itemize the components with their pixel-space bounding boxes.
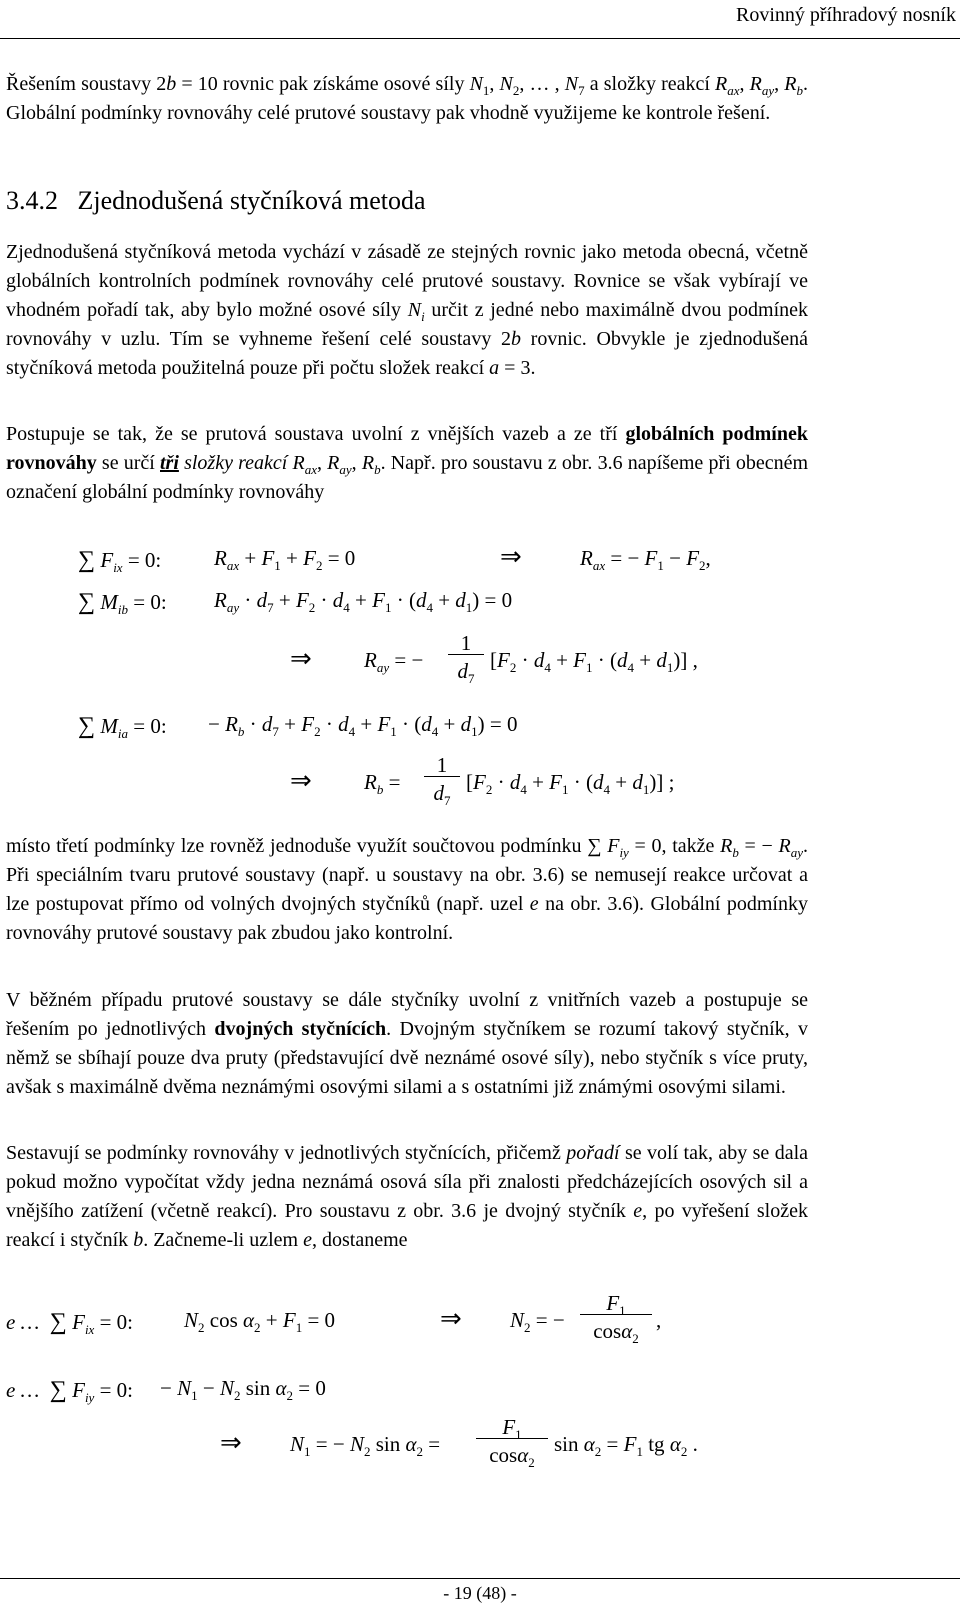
equation-6-comma: , [656,1308,662,1332]
implies-arrow-2: ⇒ [290,644,312,674]
equation-sum-mia: ∑ $M_{ia} = 0$: [78,713,167,741]
implies-arrow-4: ⇒ [440,1304,462,1334]
paragraph-5: V běžném případu prutové soustavy se dále styčníky uvolní z vnitřních vazeb a postupuje se řešením po jednotlivých dvojných styčnících. Dvojným styčníkem se rozumí takový styčník, v němž se sbíhají pouze dva pruty (představující dvě neznámé osové síly), nebo styčník s více pruty, avšak s maximálně dvěma neznámými osovými silami a s ostatními již známými osovými silami. [6,989,809,1098]
section-title: Zjednodušená styčníková metoda [77,186,426,215]
equation-8-lhs: $N_1$ = − $N_2$ $\sin \alpha_2$ = [290,1432,441,1459]
paragraph-6: Sestavují se podmínky rovnováhy v jednotlivých styčnících, přičemž pořadí se volí tak, aby se dala pokud možno vypočítat vždy jedna neznámá osová síla při znalosti předcházejících osových sil a vnějšího zatížení (včetně reakcí). Pro soustavu z obr. 3.6 je dvojný styčník e, po vyřešení složek reakcí i styčník b. Začneme-li uzlem e, dostaneme [6,1142,808,1251]
paragraph-2: Zjednodušená styčníková metoda vychází v zásadě ze stejných rovnic jako metoda obecná, včetně globálních kontrolních podmínek rovnováhy celé prutové soustavy. Rovnice se však vybírají ve vhodném pořadí tak, aby bylo možné osové síly $N_i$ určit z jedné nebo maximálně dvou podmínek rovnováhy v uzlu. Tím se vyhneme řešení celé soustavy 2b rovnic. Obvykle je zjednodušená styčníková metoda použitelná pouze při počtu složek reakcí a = 3. [6,241,809,379]
equation-5-lhs: $R_b$ = [364,770,401,797]
section-heading [6,186,426,216]
paragraph-4: místo třetí podmínky lze rovněž jednoduše využít součtovou podmínku ∑ $F_{iy} = 0$, takže $R_b$ = − $R_{ay}$. Při speciálním tvaru prutové soustavy (např. u soustavy na obr. 3.6) se nemusejí reakce určovat a lze postupovat přímo od volných dvojných styčníků (např. uzel e na obr. 3.6). Globální podmínky rovnováhy prutové soustavy pak zbudou jako kontrolní. [6,835,808,944]
equation-7-body: − $N_1 - N_2$ $\sin \alpha_2 = 0$ [160,1376,326,1403]
equation-6-node: e … ∑ $F_{ix} = 0$: [6,1309,134,1337]
fraction-f1-over-cos-b: $\frac{F_1}{\cos\alpha_2}$ [476,1417,548,1466]
equation-sum-mib: ∑ $M_{ib} = 0$: [78,589,167,617]
footer-rule [0,1578,960,1579]
equation-1-result: $R_{ax}$ = − $F_1 - F_2$, [580,546,711,573]
equation-4-body: − $R_b \cdot d_7 + F_2 \cdot d_4 + F_1 \cdot (d_4 + d_1) = 0$ [208,712,518,739]
equation-3-rhs: $[F_2 \cdot d_4 + F_1 \cdot (d_4 + d_1)]$ , [490,648,698,675]
implies-arrow-5: ⇒ [220,1428,242,1458]
paragraph-3: Postupuje se tak, že se prutová soustava uvolní z vnějších vazeb a ze tří globálních podmínek rovnováhy se určí tři složky reakcí $R_{ax}$, $R_{ay}$, $R_b$. Např. pro soustavu z obr. 3.6 napíšeme při obecném označení globální podmínky rovnováhy [6,423,809,503]
equation-6-lhs: $N_2$ = − [510,1308,565,1335]
equation-3-lhs: $R_{ay}$ = − [364,648,424,675]
equation-6-body: $N_2$ $\cos \alpha_2 + F_1 = 0$ [184,1308,336,1335]
equation-8-rhs: $\sin \alpha_2 = F_1$ tg $\alpha_2$ . [554,1432,698,1459]
paragraph-1: Řešením soustavy 2b = 10 rovnic pak získáme osové síly $N_1$, $N_2$, … , $N_7$ a složky reakcí $R_{ax}$, $R_{ay}$, $R_b$. Globální podmínky rovnováhy celé prutové soustavy pak vhodně využijeme ke kontrole řešení. [6,73,809,124]
fraction-f1-over-cos: $\frac{F_1}{\cos\alpha_2}$ [580,1293,652,1342]
implies-arrow-1: ⇒ [500,542,522,572]
equation-2-body: $R_{ay} \cdot d_7 + F_2 \cdot d_4 + F_1 \cdot (d_4 + d_1) = 0$ [214,588,513,615]
section-number: 3.4.2 [6,186,58,215]
page-number: - 19 (48) - [443,1583,517,1603]
fraction-1-over-d7: $\frac{1}{d_7}$ [448,633,484,682]
header-title: Rovinný příhradový nosník [736,4,956,26]
equation-5-rhs: $[F_2 \cdot d_4 + F_1 \cdot (d_4 + d_1)]$ ; [466,770,675,797]
fraction-1-over-d7-b: $\frac{1}{d_7}$ [424,755,460,804]
implies-arrow-3: ⇒ [290,766,312,796]
equation-7-node: e … ∑ $F_{iy} = 0$: [6,1377,134,1405]
page-header [0,0,960,39]
equation-sum-fix: ∑ $F_{ix} = 0$: [78,547,162,575]
equation-1-body: $R_{ax} + F_1 + F_2 = 0$ [214,546,356,573]
